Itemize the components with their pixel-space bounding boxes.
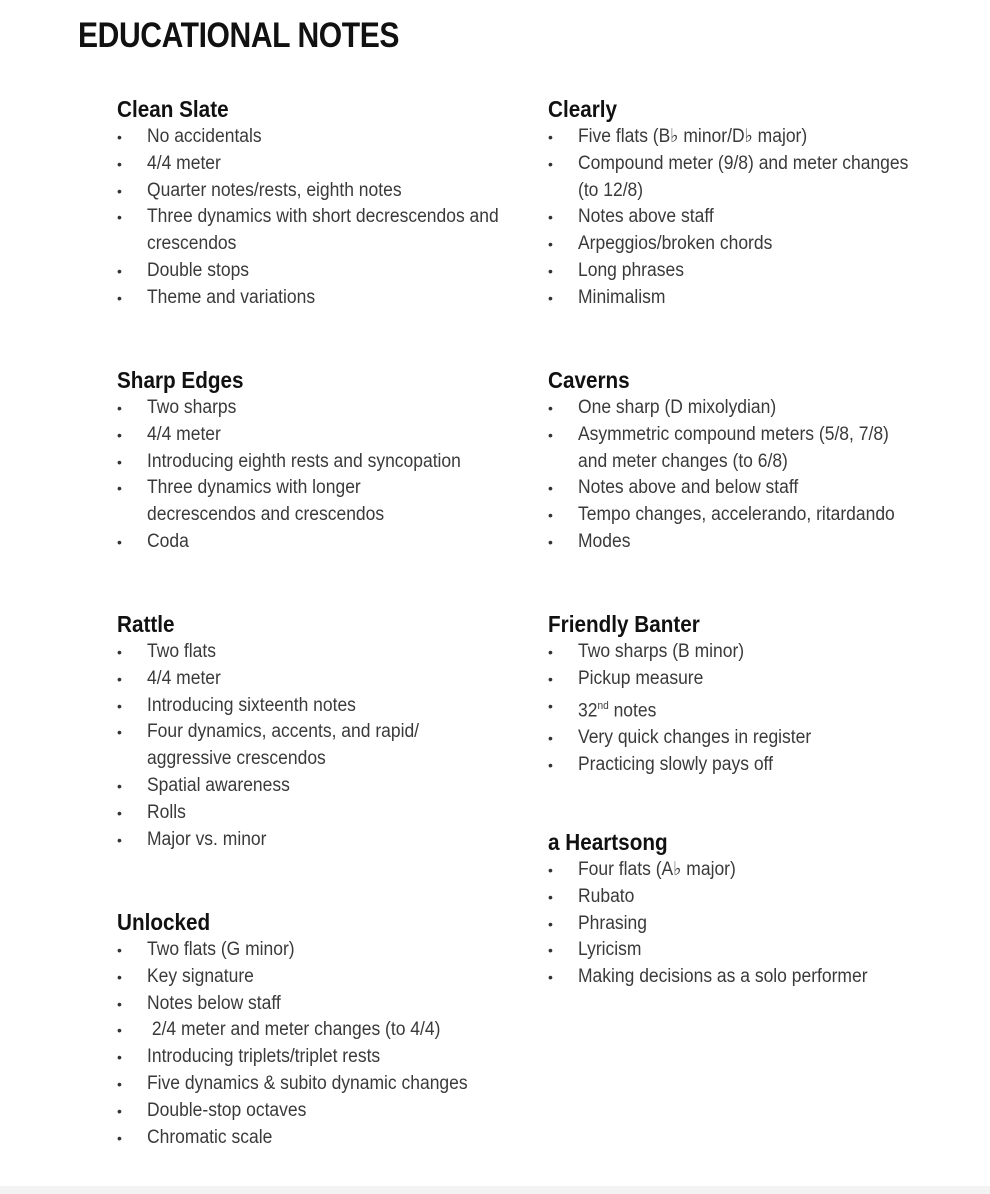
notes-list — [548, 857, 938, 991]
section-heading: Clearly — [548, 96, 618, 122]
list-item: • Coda — [117, 529, 517, 556]
bullet-icon: • — [548, 155, 553, 172]
list-item: • Very quick changes in register — [548, 725, 938, 752]
section-caverns — [548, 366, 938, 556]
bullet-icon: • — [548, 670, 553, 687]
list-item: • Two sharps (B minor) — [548, 639, 938, 666]
bullet-icon: • — [117, 1022, 122, 1039]
list-item: • Four flats (A♭ major) — [548, 857, 938, 884]
list-item: • 2/4 meter and meter changes (to 4/4) — [117, 1017, 517, 1044]
page-title: EDUCATIONAL NOTES — [78, 16, 400, 55]
list-item: • 4/4 meter — [117, 666, 517, 693]
section-unlocked — [117, 908, 517, 1151]
bullet-icon: • — [117, 533, 122, 550]
list-item: • Introducing eighth rests and syncopation — [117, 449, 517, 476]
section-clearly — [548, 95, 938, 312]
list-item: • Four dynamics, accents, and rapid/ aggressive crescendos — [117, 721, 420, 770]
bullet-icon: • — [548, 729, 553, 746]
section-heading: Clean Slate — [117, 96, 229, 122]
bullet-icon: • — [548, 862, 553, 878]
bullet-icon: • — [117, 670, 122, 687]
list-item: • Chromatic scale — [117, 1125, 517, 1152]
section-heading: Sharp Edges — [117, 367, 244, 393]
bullet-icon: • — [548, 209, 553, 226]
bullet-icon: • — [548, 942, 553, 959]
list-item: • Five flats (B♭ minor/D♭ major) — [548, 124, 938, 151]
bullet-icon: • — [117, 995, 122, 1012]
bullet-icon: • — [548, 507, 553, 524]
bullet-icon: • — [548, 697, 553, 714]
bullet-icon: • — [117, 262, 122, 279]
section-friendly-banter — [548, 610, 938, 778]
section-a-heartsong — [548, 828, 938, 991]
bullet-icon: • — [117, 644, 122, 660]
list-item: • Double-stop octaves — [117, 1098, 517, 1125]
list-item: • Spatial awareness — [117, 773, 517, 800]
list-item: • Arpeggios/broken chords — [548, 231, 938, 258]
bullet-icon: • — [548, 915, 553, 932]
list-item: • Pickup measure — [548, 666, 938, 693]
bullet-icon: • — [548, 426, 553, 443]
list-item: • Lyricism — [548, 937, 938, 964]
bullet-icon: • — [117, 831, 122, 848]
bullet-icon: • — [117, 426, 122, 443]
section-rattle — [117, 610, 517, 853]
section-heading: Unlocked — [117, 909, 211, 935]
notes-list — [548, 395, 938, 556]
list-item: • Quarter notes/rests, eighth notes — [117, 178, 517, 205]
bullet-icon: • — [117, 1049, 122, 1066]
section-sharp-edges — [117, 366, 517, 556]
bullet-icon: • — [117, 804, 122, 821]
list-item: • Three dynamics with longer decrescendos and crescendos — [117, 477, 385, 526]
list-item: • Two flats — [117, 639, 517, 666]
list-item: • Two flats (G minor) — [117, 937, 517, 964]
list-item: • 32nd notes — [548, 693, 938, 725]
list-item: • Making decisions as a solo performer — [548, 964, 938, 991]
bullet-icon: • — [117, 1075, 122, 1092]
list-item: • Notes above staff — [548, 204, 938, 231]
list-item: • Rolls — [117, 800, 517, 827]
bullet-icon: • — [548, 644, 553, 660]
list-item: • Five dynamics & subito dynamic changes — [117, 1071, 517, 1098]
bullet-icon: • — [117, 129, 122, 145]
bullet-icon: • — [117, 1102, 122, 1119]
notes-list — [548, 639, 938, 778]
bullet-icon: • — [117, 1129, 122, 1146]
bullet-icon: • — [548, 888, 553, 905]
list-item: • Theme and variations — [117, 285, 517, 312]
list-item: • Phrasing — [548, 911, 938, 938]
bullet-icon: • — [548, 289, 553, 306]
bullet-icon: • — [117, 697, 122, 714]
bullet-icon: • — [117, 724, 122, 741]
list-item: • Notes below staff — [117, 991, 517, 1018]
bullet-icon: • — [117, 968, 122, 985]
bullet-icon: • — [117, 777, 122, 794]
list-item: • Tempo changes, accelerando, ritardando — [548, 502, 938, 529]
list-item: • Practicing slowly pays off — [548, 752, 938, 779]
list-item: • Major vs. minor — [117, 827, 517, 854]
list-item: • Notes above and below staff — [548, 475, 938, 502]
notes-list — [117, 124, 517, 312]
list-item: • Rubato — [548, 884, 938, 911]
list-item: • 4/4 meter — [117, 422, 517, 449]
list-item: • Modes — [548, 529, 938, 556]
notes-list — [117, 639, 517, 853]
bullet-icon: • — [548, 969, 553, 986]
bullet-icon: • — [548, 756, 553, 773]
list-item: • Introducing triplets/triplet rests — [117, 1044, 517, 1071]
list-item: • Long phrases — [548, 258, 938, 285]
notes-list — [548, 124, 938, 312]
list-item: • Two sharps — [117, 395, 517, 422]
bullet-icon: • — [117, 400, 122, 416]
bullet-icon: • — [117, 182, 122, 199]
bullet-icon: • — [117, 942, 122, 958]
bullet-icon: • — [548, 236, 553, 253]
list-item: • Three dynamics with short decrescendos and crescendos — [117, 206, 499, 255]
bullet-icon: • — [117, 155, 122, 172]
list-item: • Asymmetric compound meters (5/8, 7/8) and meter changes (to 6/8) — [548, 423, 889, 472]
bullet-icon: • — [117, 289, 122, 306]
section-clean-slate — [117, 95, 517, 312]
section-heading: Friendly Banter — [548, 611, 700, 637]
section-heading: Rattle — [117, 611, 175, 637]
bullet-icon: • — [117, 453, 122, 470]
list-item: • 4/4 meter — [117, 151, 517, 178]
bullet-icon: • — [548, 129, 553, 145]
list-item: • No accidentals — [117, 124, 517, 151]
bullet-icon: • — [548, 480, 553, 497]
list-item: • Double stops — [117, 258, 517, 285]
section-heading: a Heartsong — [548, 829, 668, 855]
bullet-icon: • — [117, 480, 122, 497]
list-item: • Compound meter (9/8) and meter changes (to 12/8) — [548, 152, 909, 201]
list-item: • Key signature — [117, 964, 517, 991]
list-item: • Introducing sixteenth notes — [117, 693, 517, 720]
bullet-icon: • — [548, 533, 553, 550]
bullet-icon: • — [117, 209, 122, 226]
list-item: • Minimalism — [548, 285, 938, 312]
list-item: • One sharp (D mixolydian) — [548, 395, 938, 422]
section-heading: Caverns — [548, 367, 630, 393]
bullet-icon: • — [548, 262, 553, 279]
notes-list — [117, 937, 517, 1151]
bullet-icon: • — [548, 400, 553, 416]
page-bottom-edge — [0, 1186, 990, 1194]
notes-list — [117, 395, 517, 556]
